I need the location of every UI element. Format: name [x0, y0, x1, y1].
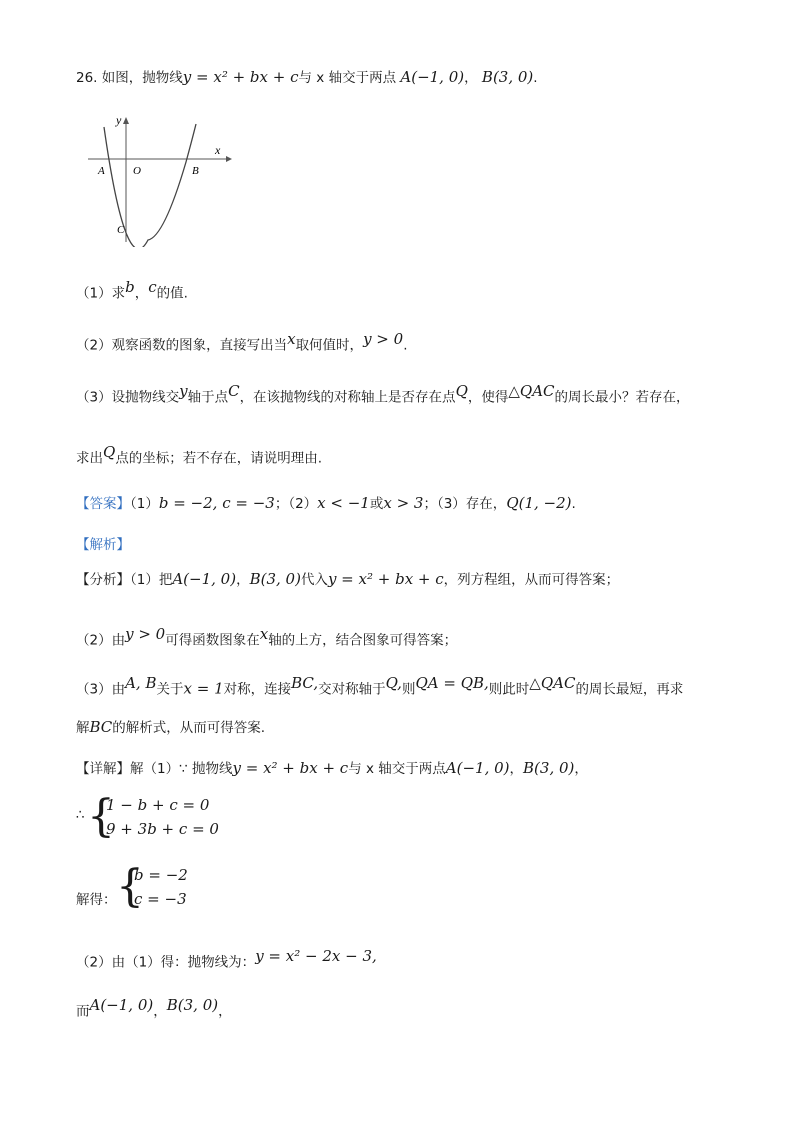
solve-label: 解得： — [76, 892, 117, 908]
problem-number: 26. — [76, 70, 98, 86]
label-c: C — [117, 224, 125, 236]
analysis-tag: 【解析】 — [76, 537, 130, 553]
therefore-symbol: ∴ — [76, 807, 85, 823]
analysis-line-1: 【分析】（1）把A(−1, 0)，B(3, 0)代入y = x² + bx + c，列方程组，从而可得答案； — [76, 570, 620, 588]
y-axis-label: y — [116, 113, 122, 127]
detail-line-1: 【详解】解（1）∵ 抛物线y = x² + bx + c与 x 轴交于两点A(−1, 0)，B(3, 0)， — [76, 759, 588, 777]
y-axis-arrow — [123, 117, 129, 124]
system-1-row-2: 9 + 3b + c = 0 — [106, 820, 219, 838]
x-axis-arrow — [226, 156, 232, 162]
label-o: O — [133, 165, 141, 177]
problem-statement: 26. 如图，抛物线y = x² + bx + c与 x 轴交于两点 A(−1, 0)， B(3, 0). — [76, 68, 538, 86]
label-a: A — [98, 165, 105, 177]
analysis-line-2: （2）由$^{y > 0}$可得函数图象在$^x$轴的上方，结合图象可得答案； — [76, 625, 458, 649]
question-2: （2）观察函数的图象，直接写出当$^x$取何值时，$^{y > 0}$. — [76, 330, 408, 354]
analysis-tag-line — [76, 534, 130, 556]
point-b: B(3, 0) — [481, 68, 534, 86]
question-3: （3）设抛物线交$^y$轴于点$^C$，在该抛物线的对称轴上是否存在点$^Q$，使得$^{\triangle QAC}$的周长最小？若存在， — [76, 382, 690, 406]
parabola-figure — [86, 112, 236, 247]
parabola-equation: y = x² + bx + c — [182, 68, 299, 86]
system-2-row-1: b = −2 — [134, 866, 188, 884]
equation-system-2 — [76, 863, 276, 915]
analysis-fx-tag: 【分析】 — [76, 572, 130, 588]
answer-line: 【答案】（1）b = −2, c = −3；（2）x < −1或x > 3；（3）存在，Q(1, −2). — [76, 494, 576, 512]
analysis-line-4: 解BC的解析式，从而可得答案. — [76, 718, 266, 736]
detail-tag: 【详解】 — [76, 761, 130, 777]
brace-2: { — [116, 861, 144, 912]
detail-line-2: （2）由（1）得：抛物线为：$^{y = x^2 - 2x - 3,}$ — [76, 947, 377, 971]
question-3-cont: 求出$^Q$点的坐标；若不存在，请说明理由. — [76, 443, 323, 467]
system-1-row-1: 1 − b + c = 0 — [106, 796, 210, 814]
answer-tag: 【答案】 — [76, 496, 130, 512]
x-axis-label: x — [215, 143, 221, 157]
label-b: B — [192, 165, 199, 177]
point-a: A(−1, 0) — [400, 68, 465, 86]
equation-system-1 — [76, 793, 276, 845]
question-1: （1）求$^b$，$^c$的值. — [76, 278, 188, 302]
system-2-row-2: c = −3 — [134, 890, 187, 908]
brace-1: { — [87, 791, 115, 842]
detail-line-3: 而$^{A(-1, 0)}$，$^{B(3, 0)}$， — [76, 996, 232, 1020]
analysis-line-3: （3）由$^{A, B}$关于x = 1对称，连接$^{BC,}$交对称轴于$^{Q,}$则$^{QA = QB,}$则此时$^{\triangle QAC}$的周长最短，再求 — [76, 674, 684, 698]
